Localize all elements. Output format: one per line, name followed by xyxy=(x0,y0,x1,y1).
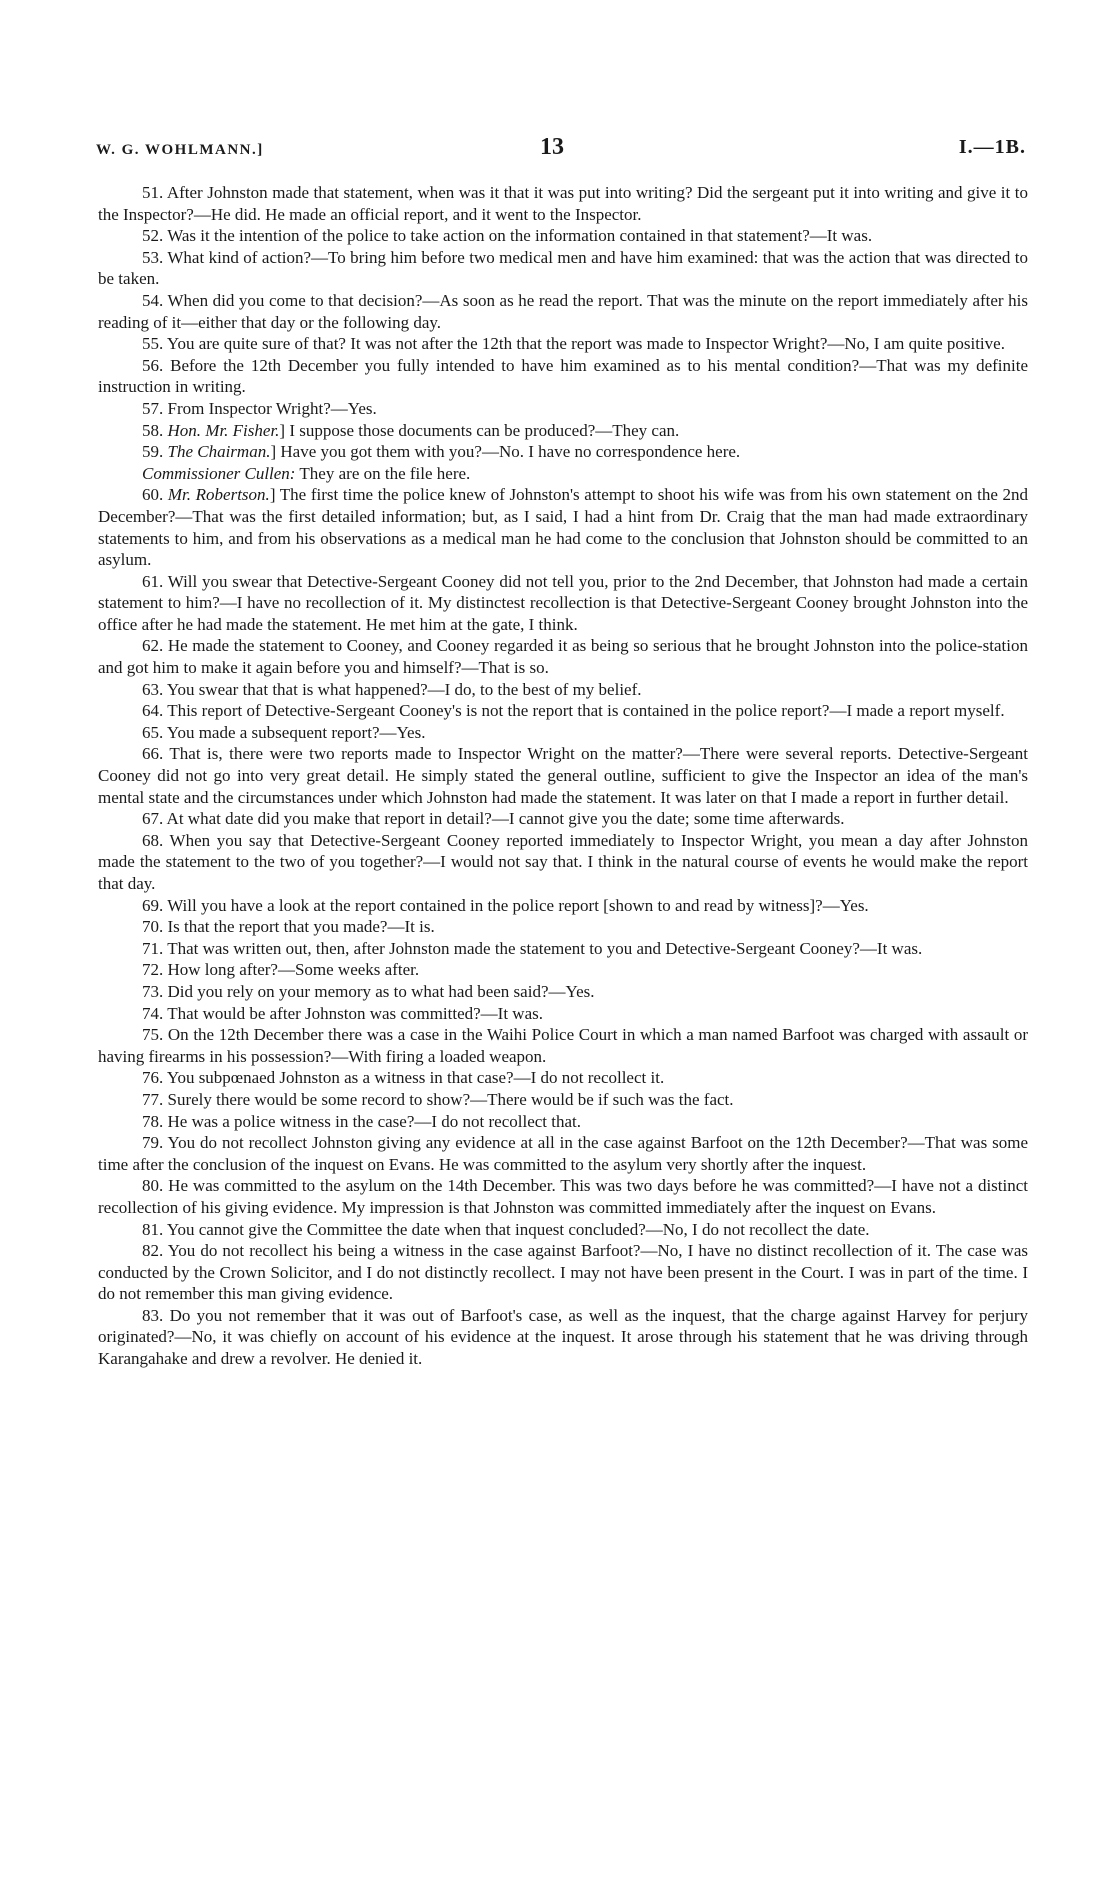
testimony-paragraph xyxy=(98,290,1028,333)
testimony-paragraph xyxy=(98,1024,1028,1067)
question-number: 60. xyxy=(142,485,168,505)
testimony-paragraph xyxy=(98,981,1028,1003)
testimony-paragraph xyxy=(98,1132,1028,1175)
testimony-paragraph xyxy=(98,635,1028,678)
speaker-name: Mr. Robertson. xyxy=(167,485,270,505)
paragraph-text: 64. This report of Detective-Sergeant Cooney's is not the report that is contained in the police report?—I made a report myself. xyxy=(142,701,1005,721)
header-witness-name: W. G. WOHLMANN.] xyxy=(96,142,264,158)
paragraph-text: 53. What kind of action?—To bring him before two medical men and have him examined: that was the action that was directed to be taken. xyxy=(98,247,1028,289)
paragraph-text: 73. Did you rely on your memory as to what had been said?—Yes. xyxy=(142,981,595,1001)
paragraph-text: 51. After Johnston made that statement, when was it that it was put into writing? Did the sergeant put it into writing and give it to the Inspector?—He did. He made an official report, and it went to the Inspector. xyxy=(98,183,1028,224)
paragraph-text: 74. That would be after Johnston was committed?—It was. xyxy=(142,1003,543,1023)
paragraph-text: 83. Do you not remember that it was out of Barfoot's case, as well as the inquest, that the charge against Harvey for perjury originated?—No, it was chiefly on account of his evidence at the inquest. It arose through his statement that he was driving through Karangahake and drew a revolver. He denied it. xyxy=(98,1305,1028,1369)
paragraph-text: 77. Surely there would be some record to show?—There would be if such was the fact. xyxy=(142,1089,734,1109)
testimony-paragraph xyxy=(98,1219,1028,1241)
testimony-paragraph xyxy=(98,959,1028,981)
paragraph-text: 52. Was it the intention of the police to take action on the information contained in that statement?—It was. xyxy=(142,226,873,246)
paragraph-text: 78. He was a police witness in the case?—I do not recollect that. xyxy=(142,1111,582,1131)
paragraph-text: 79. You do not recollect Johnston giving any evidence at all in the case against Barfoot on the 12th December?—That was some time after the conclusion of the inquest on Evans. He was committed to the asylum very shortly after the inquest. xyxy=(98,1133,1028,1174)
testimony-paragraph xyxy=(98,700,1028,722)
paragraph-text: ] I suppose those documents can be produced?—They can. xyxy=(279,420,680,440)
question-number: 59. xyxy=(142,442,168,462)
testimony-paragraph xyxy=(98,355,1028,398)
paragraph-text: 63. You swear that that is what happened?—I do, to the best of my belief. xyxy=(142,679,642,699)
testimony-paragraph xyxy=(98,1111,1028,1133)
paragraph-text: 55. You are quite sure of that? It was not after the 12th that the report was made to Inspector Wright?—No, I am quite positive. xyxy=(142,334,1005,354)
testimony-paragraph xyxy=(98,916,1028,938)
paragraph-text: 82. You do not recollect his being a witness in the case against Barfoot?—No, I have no distinct recollection of it. The case was conducted by the Crown Solicitor, and I do not distinctly recollect. I may not have been present in the Court. I was in part of the time. I do not remember this man giving evidence. xyxy=(98,1241,1028,1304)
paragraph-text: 65. You made a subsequent report?—Yes. xyxy=(142,722,426,742)
testimony-paragraph xyxy=(98,182,1028,225)
testimony-body xyxy=(98,182,1028,1370)
paragraph-text: 54. When did you come to that decision?—As soon as he read the report. That was the minute on the report immediately after his reading of it—either that day or the following day. xyxy=(98,290,1028,332)
paragraph-text: 81. You cannot give the Committee the date when that inquest concluded?—No, I do not recollect the date. xyxy=(142,1219,870,1239)
testimony-paragraph xyxy=(98,484,1028,570)
paragraph-text: 61. Will you swear that Detective-Sergeant Cooney did not tell you, prior to the 2nd December, that Johnston had made a certain statement to him?—I have no recollection of it. My distinctest recollection is that Detective-Sergeant Cooney brought Johnston into the office after he had made the statement. He met him at the gate, I think. xyxy=(98,571,1028,634)
testimony-paragraph xyxy=(98,247,1028,290)
testimony-paragraph xyxy=(98,830,1028,895)
testimony-paragraph xyxy=(98,225,1028,247)
paragraph-text: 69. Will you have a look at the report contained in the police report [shown to and read by witness]?—Yes. xyxy=(142,895,869,915)
paragraph-text: 62. He made the statement to Cooney, and Cooney regarded it as being so serious that he brought Johnston into the police-station and got him to make it again before you and himself?—That is so. xyxy=(98,636,1028,678)
testimony-paragraph xyxy=(98,1240,1028,1305)
testimony-paragraph xyxy=(98,808,1028,830)
paragraph-text: ] Have you got them with you?—No. I have no correspondence here. xyxy=(270,442,741,462)
paragraph-text: 80. He was committed to the asylum on the 14th December. This was two days before he was committed?—I have not a distinct recollection of his giving evidence. My impression is that Johnston was committed immediately after the inquest on Evans. xyxy=(98,1176,1028,1217)
paragraph-text: 72. How long after?—Some weeks after. xyxy=(142,960,420,980)
paragraph-text: 75. On the 12th December there was a case in the Waihi Police Court in which a man named Barfoot was charged with assault or having firearms in his possession?—With firing a loaded weapon. xyxy=(98,1025,1028,1066)
testimony-paragraph xyxy=(98,1003,1028,1025)
page-header xyxy=(96,134,1026,164)
testimony-paragraph xyxy=(98,1175,1028,1218)
testimony-paragraph xyxy=(98,895,1028,917)
testimony-paragraph xyxy=(98,722,1028,744)
paragraph-text: 71. That was written out, then, after Johnston made the statement to you and Detective-Sergeant Cooney?—It was. xyxy=(142,938,923,958)
paragraph-text: 76. You subpœnaed Johnston as a witness in that case?—I do not recollect it. xyxy=(142,1068,665,1088)
speaker-name: The Chairman. xyxy=(167,442,271,462)
page-number: 13 xyxy=(540,134,564,160)
paragraph-text: 68. When you say that Detective-Sergeant Cooney reported immediately to Inspector Wright, you mean a day after Johnston made the statement to the two of you together?—I would not say that. I think in the natural course of events he would make the report that day. xyxy=(98,830,1028,893)
speaker-name: Hon. Mr. Fisher. xyxy=(167,420,280,440)
testimony-paragraph xyxy=(98,1305,1028,1370)
header-paper-reference: I.—1B. xyxy=(958,136,1026,158)
question-number: 58. xyxy=(142,420,168,440)
paragraph-text: 66. That is, there were two reports made to Inspector Wright on the matter?—There were several reports. Detective-Sergeant Cooney did not go into very great detail. He simply stated the general outline, sufficient to give the Inspector an idea of the man's mental state and the circumstances under which Johnston had made the statement. It was later on that I made a report in further detail. xyxy=(98,744,1028,807)
paragraph-text: They are on the file here. xyxy=(295,463,471,483)
testimony-paragraph xyxy=(98,571,1028,636)
paragraph-text: 56. Before the 12th December you fully intended to have him examined as to his mental condition?—That was my definite instruction in writing. xyxy=(98,355,1028,397)
paragraph-text: 57. From Inspector Wright?—Yes. xyxy=(142,398,377,418)
testimony-paragraph xyxy=(98,333,1028,355)
testimony-paragraph xyxy=(98,679,1028,701)
testimony-paragraph xyxy=(98,1089,1028,1111)
paragraph-text: 70. Is that the report that you made?—It is. xyxy=(142,917,435,937)
testimony-paragraph xyxy=(98,441,1028,463)
speaker-name: Commissioner Cullen: xyxy=(142,463,296,483)
testimony-paragraph xyxy=(98,1067,1028,1089)
paragraph-text: 67. At what date did you make that report in detail?—I cannot give you the date; some time afterwards. xyxy=(142,809,845,829)
testimony-paragraph xyxy=(98,743,1028,808)
testimony-paragraph xyxy=(98,398,1028,420)
paragraph-text: ] The first time the police knew of Johnston's attempt to shoot his wife was from his own statement on the 2nd December?—That was the first detailed information; but, as I said, I had a hint from Dr. Craig that the man had made extraordinary statements to him, and from his observations as a medical man he had come to the conclusion that Johnston should be committed to an asylum. xyxy=(98,485,1029,570)
testimony-paragraph xyxy=(98,938,1028,960)
testimony-paragraph xyxy=(98,463,1028,485)
testimony-paragraph xyxy=(98,420,1028,442)
